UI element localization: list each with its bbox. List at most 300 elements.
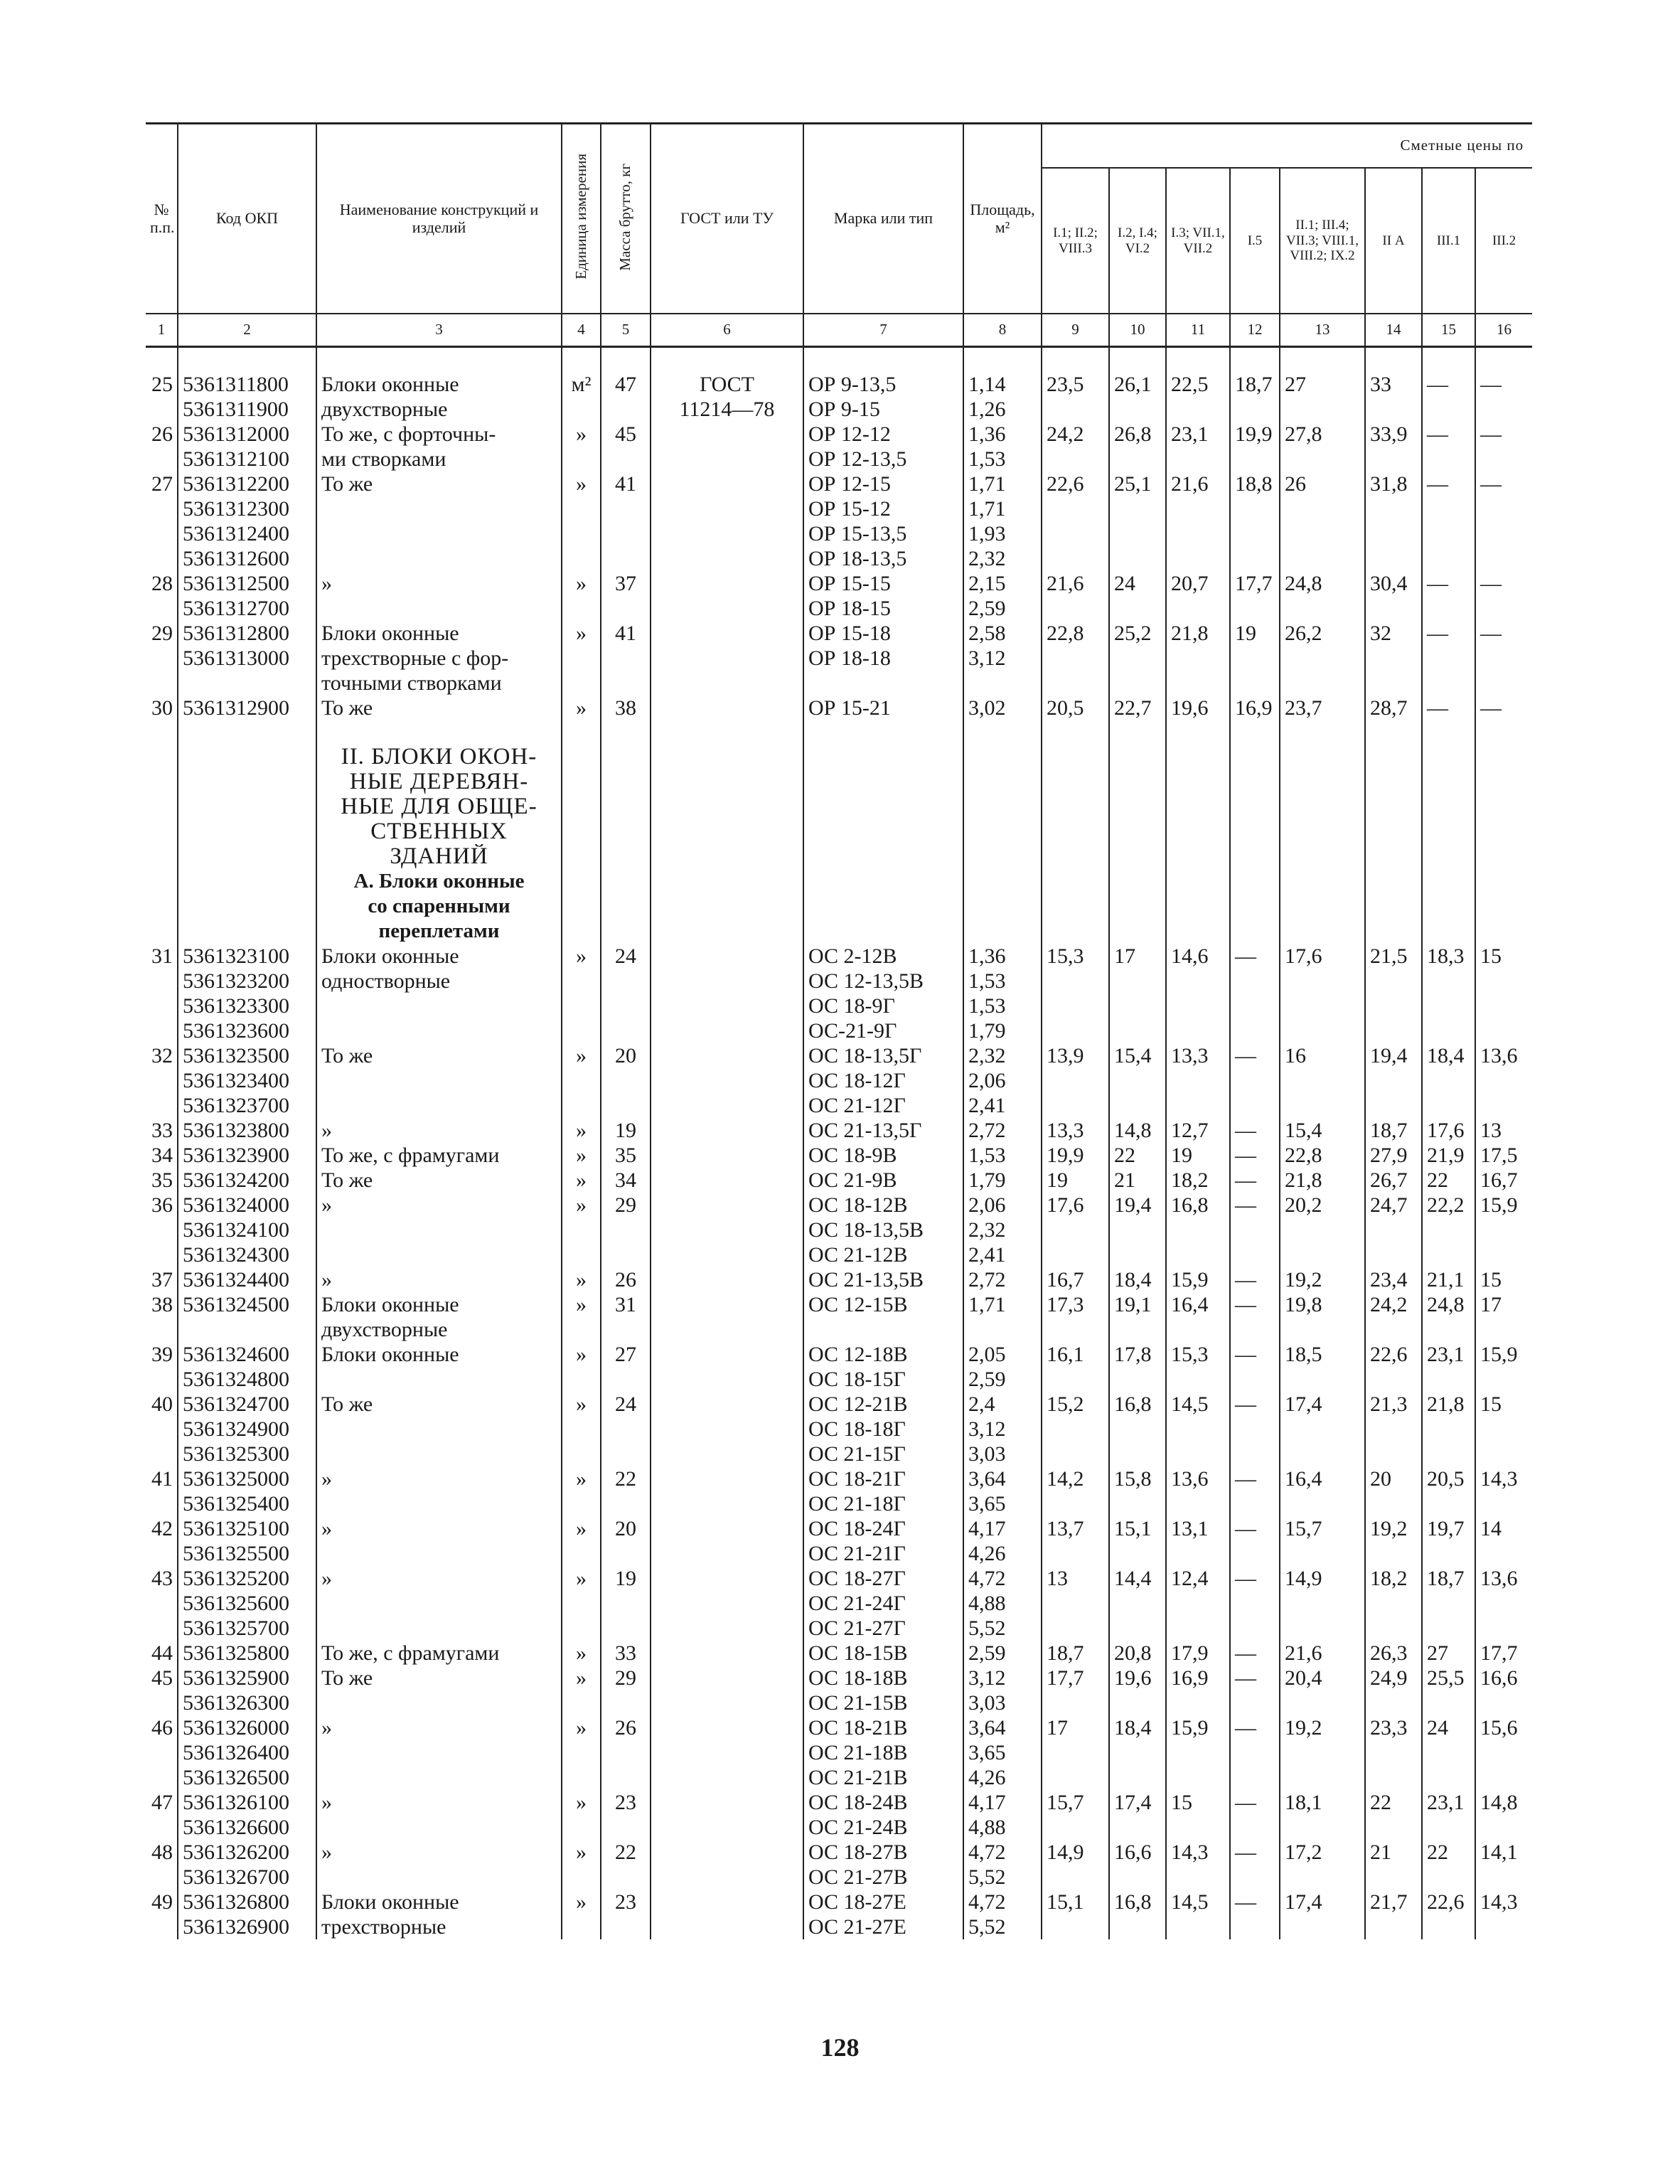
price-cell: 17,9: [1166, 1641, 1230, 1666]
price-cell: [1109, 1442, 1166, 1466]
empty-cell: [1475, 819, 1532, 844]
empty-cell: [1280, 844, 1365, 869]
price-cell: [1280, 1541, 1365, 1566]
price-cell: [1166, 1541, 1230, 1566]
unit: [562, 646, 601, 671]
mark: ОР 9-15: [803, 397, 963, 422]
table-row: [146, 1143, 1532, 1168]
table-row: [146, 994, 1532, 1018]
row-number: 38: [146, 1292, 178, 1317]
price-cell: 18,3: [1422, 944, 1475, 969]
item-name: [316, 546, 562, 571]
mark: ОС 18-9В: [803, 1143, 963, 1168]
col-number: 1: [146, 314, 178, 347]
price-cell: 13,6: [1475, 1043, 1532, 1068]
area: 2,59: [963, 596, 1042, 621]
gost: [651, 1193, 803, 1218]
table-row: [146, 1218, 1532, 1242]
mass: 27: [601, 1342, 651, 1367]
okp-code: 5361325500: [178, 1541, 316, 1566]
empty-cell: [1422, 894, 1475, 919]
mark: ОС 21-27Г: [803, 1616, 963, 1641]
mark: ОС 21-27Е: [803, 1914, 963, 1939]
gost: [651, 1591, 803, 1616]
empty-cell: [1109, 745, 1166, 769]
table-row: [146, 1292, 1532, 1317]
price-cell: 17,6: [1042, 1193, 1109, 1218]
gost: [651, 1616, 803, 1641]
price-cell: 18,7: [1422, 1566, 1475, 1591]
row-number: [146, 1242, 178, 1267]
area: 2,72: [963, 1118, 1042, 1143]
price-cell: 23,5: [1042, 372, 1109, 397]
item-name: [316, 1740, 562, 1765]
area: 4,72: [963, 1890, 1042, 1914]
gost: [651, 696, 803, 720]
unit: [562, 1865, 601, 1890]
empty-cell: [1280, 794, 1365, 819]
price-cell: 26,7: [1365, 1168, 1422, 1193]
row-number: 41: [146, 1466, 178, 1491]
gost: [651, 546, 803, 571]
price-cell: 16,7: [1042, 1267, 1109, 1292]
price-cell: [1042, 596, 1109, 621]
price-cell: 15,3: [1042, 944, 1109, 969]
price-cell: [1475, 1242, 1532, 1267]
mark: ОС 21-24В: [803, 1815, 963, 1840]
empty-cell: [1166, 844, 1230, 869]
price-cell: [1365, 596, 1422, 621]
price-cell: —: [1422, 571, 1475, 596]
header-price-col: I.2, I.4; VI.2: [1109, 168, 1166, 314]
price-cell: [1042, 1018, 1109, 1043]
area: 5,52: [963, 1616, 1042, 1641]
price-cell: [1166, 1815, 1230, 1840]
empty-cell: [651, 869, 803, 894]
mass: 38: [601, 696, 651, 720]
empty-cell: [146, 869, 178, 894]
price-cell: [1365, 1068, 1422, 1093]
section-row: [146, 769, 1532, 794]
price-cell: [1042, 546, 1109, 571]
empty-cell: [651, 819, 803, 844]
price-cell: [1166, 969, 1230, 994]
price-cell: 15,1: [1109, 1516, 1166, 1541]
price-cell: [1280, 521, 1365, 546]
price-cell: [1422, 646, 1475, 671]
item-name: [316, 1367, 562, 1392]
price-cell: —: [1230, 944, 1280, 969]
okp-code: 5361312400: [178, 521, 316, 546]
area: 4,17: [963, 1790, 1042, 1815]
price-cell: [1109, 1242, 1166, 1267]
price-cell: [1109, 1740, 1166, 1765]
price-cell: [1042, 447, 1109, 472]
price-cell: 18,7: [1042, 1641, 1109, 1666]
table-row: [146, 621, 1532, 646]
price-cell: [1166, 1018, 1230, 1043]
price-cell: [1280, 1218, 1365, 1242]
price-cell: 16,4: [1166, 1292, 1230, 1317]
okp-code: 5361325900: [178, 1666, 316, 1690]
price-cell: [1166, 994, 1230, 1018]
price-cell: 22: [1109, 1143, 1166, 1168]
price-cell: [1280, 397, 1365, 422]
table-header: [146, 124, 1532, 347]
price-cell: 24,2: [1042, 422, 1109, 447]
unit: [562, 1541, 601, 1566]
table-row: [146, 1790, 1532, 1815]
table-row: [146, 1118, 1532, 1143]
price-table-sheet: [146, 122, 1524, 1939]
area: 2,4: [963, 1392, 1042, 1417]
unit: [562, 1914, 601, 1939]
item-name: »: [316, 571, 562, 596]
table-row: [146, 596, 1532, 621]
area: 2,41: [963, 1242, 1042, 1267]
price-cell: [1280, 1815, 1365, 1840]
gost: [651, 1143, 803, 1168]
price-cell: 20,8: [1109, 1641, 1166, 1666]
price-cell: 18,7: [1365, 1118, 1422, 1143]
mark: ОС 12-15В: [803, 1292, 963, 1317]
price-cell: 15,7: [1280, 1516, 1365, 1541]
price-cell: [1166, 1218, 1230, 1242]
price-cell: [1166, 596, 1230, 621]
table-row: [146, 671, 1532, 696]
price-cell: —: [1230, 1466, 1280, 1491]
price-cell: [1109, 1093, 1166, 1118]
area: 2,72: [963, 1267, 1042, 1292]
header-price-col: I.3; VII.1, VII.2: [1166, 168, 1230, 314]
col-number: 13: [1280, 314, 1365, 347]
price-cell: [1475, 546, 1532, 571]
price-cell: [1109, 1367, 1166, 1392]
unit: »: [562, 1466, 601, 1491]
unit: »: [562, 1143, 601, 1168]
item-name: »: [316, 1466, 562, 1491]
price-cell: —: [1475, 472, 1532, 496]
price-cell: —: [1230, 1790, 1280, 1815]
empty-cell: [562, 819, 601, 844]
unit: [562, 1616, 601, 1641]
price-cell: 22: [1422, 1168, 1475, 1193]
price-cell: 25,1: [1109, 472, 1166, 496]
col-number: 9: [1042, 314, 1109, 347]
table-row: [146, 1093, 1532, 1118]
price-cell: [1166, 1068, 1230, 1093]
price-cell: —: [1230, 1193, 1280, 1218]
price-cell: 33,9: [1365, 422, 1422, 447]
gost: ГОСТ: [651, 372, 803, 397]
unit: [562, 994, 601, 1018]
price-cell: [1365, 447, 1422, 472]
okp-code: 5361312500: [178, 571, 316, 596]
gost: [651, 596, 803, 621]
price-cell: [1475, 1914, 1532, 1939]
item-name: »: [316, 1840, 562, 1865]
mark: ОС 21-18В: [803, 1740, 963, 1765]
gost: [651, 1442, 803, 1466]
okp-code: 5361324000: [178, 1193, 316, 1218]
price-cell: —: [1475, 422, 1532, 447]
gost: [651, 447, 803, 472]
unit: »: [562, 1342, 601, 1367]
price-cell: [1166, 1740, 1230, 1765]
price-cell: 13: [1042, 1566, 1109, 1591]
gost: [651, 1815, 803, 1840]
item-name: [316, 596, 562, 621]
gost: [651, 1690, 803, 1715]
price-cell: 14,1: [1475, 1840, 1532, 1865]
item-name: »: [316, 1118, 562, 1143]
row-number: 45: [146, 1666, 178, 1690]
price-cell: 13,6: [1166, 1466, 1230, 1491]
price-cell: 13,1: [1166, 1516, 1230, 1541]
empty-cell: [651, 794, 803, 819]
price-cell: [1230, 1591, 1280, 1616]
mass: [601, 1068, 651, 1093]
empty-cell: [1365, 894, 1422, 919]
mass: [601, 1616, 651, 1641]
gost: [651, 1218, 803, 1242]
mark: ОС 21-12Г: [803, 1093, 963, 1118]
gost: [651, 422, 803, 447]
price-cell: 14,5: [1166, 1890, 1230, 1914]
price-cell: [1166, 397, 1230, 422]
empty-cell: [178, 769, 316, 794]
row-number: 33: [146, 1118, 178, 1143]
item-name: »: [316, 1790, 562, 1815]
price-cell: [1280, 496, 1365, 521]
row-number: 32: [146, 1043, 178, 1068]
price-cell: [1166, 496, 1230, 521]
empty-cell: [651, 919, 803, 944]
empty-cell: [601, 869, 651, 894]
mass: 22: [601, 1466, 651, 1491]
mass: [601, 1317, 651, 1342]
price-cell: 22,6: [1365, 1342, 1422, 1367]
empty-cell: [1280, 919, 1365, 944]
empty-cell: [1166, 869, 1230, 894]
row-number: 48: [146, 1840, 178, 1865]
price-cell: [1280, 671, 1365, 696]
row-number: 26: [146, 422, 178, 447]
price-cell: 14,4: [1109, 1566, 1166, 1591]
gost: [651, 1317, 803, 1342]
area: 2,32: [963, 1043, 1042, 1068]
table-row: [146, 1392, 1532, 1417]
area: 2,59: [963, 1641, 1042, 1666]
gost: [651, 1790, 803, 1815]
price-cell: 15,9: [1166, 1715, 1230, 1740]
price-cell: 21,6: [1280, 1641, 1365, 1666]
unit: »: [562, 1118, 601, 1143]
okp-code: 5361323700: [178, 1093, 316, 1118]
price-cell: [1475, 1616, 1532, 1641]
empty-cell: [1230, 819, 1280, 844]
price-cell: [1280, 969, 1365, 994]
price-cell: 15,4: [1109, 1043, 1166, 1068]
empty-cell: [1230, 769, 1280, 794]
item-name: [316, 1541, 562, 1566]
unit: [562, 1740, 601, 1765]
gost: 11214—78: [651, 397, 803, 422]
empty-cell: [651, 769, 803, 794]
row-number: 40: [146, 1392, 178, 1417]
unit: [562, 1018, 601, 1043]
price-cell: 17,8: [1109, 1342, 1166, 1367]
price-cell: 15,1: [1042, 1890, 1109, 1914]
gost: [651, 621, 803, 646]
price-cell: 20: [1365, 1466, 1422, 1491]
mass: 37: [601, 571, 651, 596]
mark: ОР 18-15: [803, 596, 963, 621]
price-cell: [1109, 1068, 1166, 1093]
price-cell: [1042, 1093, 1109, 1118]
price-cell: [1109, 1317, 1166, 1342]
table-row: [146, 1043, 1532, 1068]
price-cell: 21,1: [1422, 1267, 1475, 1292]
unit: [562, 1242, 601, 1267]
okp-code: 5361324300: [178, 1242, 316, 1267]
row-number: 43: [146, 1566, 178, 1591]
section-subtitle: А. Блоки оконные: [316, 869, 562, 894]
empty-cell: [1475, 894, 1532, 919]
unit: »: [562, 944, 601, 969]
price-cell: [1230, 1690, 1280, 1715]
price-cell: 23,1: [1422, 1342, 1475, 1367]
header-unit: Единица измерения: [562, 124, 601, 314]
price-cell: 30,4: [1365, 571, 1422, 596]
price-cell: [1280, 596, 1365, 621]
price-cell: 21,8: [1166, 621, 1230, 646]
empty-cell: [562, 844, 601, 869]
mark: ОР 18-18: [803, 646, 963, 671]
mass: [601, 1740, 651, 1765]
row-number: [146, 1914, 178, 1939]
area: [963, 671, 1042, 696]
unit: [562, 496, 601, 521]
item-name: двухстворные: [316, 397, 562, 422]
empty-cell: [803, 819, 963, 844]
price-cell: 15,7: [1042, 1790, 1109, 1815]
price-cell: [1230, 969, 1280, 994]
area: 1,26: [963, 397, 1042, 422]
empty-cell: [1230, 894, 1280, 919]
price-cell: 27: [1422, 1641, 1475, 1666]
table-row: [146, 1367, 1532, 1392]
price-cell: [1230, 1765, 1280, 1790]
area: 1,36: [963, 422, 1042, 447]
header-area: Площадь, м²: [963, 124, 1042, 314]
price-cell: [1042, 397, 1109, 422]
price-cell: [1280, 1616, 1365, 1641]
row-number: [146, 994, 178, 1018]
price-cell: 32: [1365, 621, 1422, 646]
mark: ОР 18-13,5: [803, 546, 963, 571]
price-cell: [1475, 1018, 1532, 1043]
empty-cell: [803, 919, 963, 944]
price-cell: [1475, 496, 1532, 521]
price-cell: [1365, 1914, 1422, 1939]
area: 1,71: [963, 1292, 1042, 1317]
empty-cell: [963, 794, 1042, 819]
price-cell: [1475, 596, 1532, 621]
empty-cell: [1230, 869, 1280, 894]
price-cell: [1109, 1218, 1166, 1242]
table-row: [146, 1740, 1532, 1765]
unit: »: [562, 1566, 601, 1591]
gost: [651, 1516, 803, 1541]
price-cell: 26: [1280, 472, 1365, 496]
unit: »: [562, 1392, 601, 1417]
gost: [651, 646, 803, 671]
okp-code: 5361326200: [178, 1840, 316, 1865]
empty-cell: [1365, 794, 1422, 819]
mark: ОС 18-15Г: [803, 1367, 963, 1392]
price-cell: 21: [1109, 1168, 1166, 1193]
unit: [562, 596, 601, 621]
price-cell: 19: [1042, 1168, 1109, 1193]
table-row: [146, 1342, 1532, 1367]
row-number: 28: [146, 571, 178, 596]
item-name: То же: [316, 696, 562, 720]
okp-code: 5361325000: [178, 1466, 316, 1491]
price-cell: [1042, 1367, 1109, 1392]
price-cell: 23,1: [1422, 1790, 1475, 1815]
unit: [562, 447, 601, 472]
price-cell: 24,8: [1280, 571, 1365, 596]
price-cell: 21,3: [1365, 1392, 1422, 1417]
mass: [601, 1242, 651, 1267]
item-name: Блоки оконные: [316, 1342, 562, 1367]
price-cell: [1475, 1442, 1532, 1466]
price-cell: 17: [1109, 944, 1166, 969]
empty-cell: [562, 919, 601, 944]
table-row: [146, 1466, 1532, 1491]
price-cell: 21,8: [1422, 1392, 1475, 1417]
table-row: [146, 1765, 1532, 1790]
price-cell: 23,7: [1280, 696, 1365, 720]
price-cell: [1422, 596, 1475, 621]
okp-code: 5361326600: [178, 1815, 316, 1840]
price-cell: [1280, 1865, 1365, 1890]
price-cell: [1422, 546, 1475, 571]
price-cell: [1042, 1815, 1109, 1840]
empty-cell: [601, 894, 651, 919]
empty-cell: [601, 745, 651, 769]
okp-code: 5361323500: [178, 1043, 316, 1068]
empty-cell: [1422, 769, 1475, 794]
area: 4,88: [963, 1591, 1042, 1616]
mark: ОС 21-21Г: [803, 1541, 963, 1566]
price-cell: 19,2: [1280, 1715, 1365, 1740]
empty-cell: [562, 794, 601, 819]
header-price-group: Сметные цены по: [1042, 124, 1532, 169]
mass: [601, 1417, 651, 1442]
price-cell: 14,9: [1042, 1840, 1109, 1865]
unit: »: [562, 1715, 601, 1740]
empty-cell: [1230, 794, 1280, 819]
price-cell: [1422, 1442, 1475, 1466]
price-cell: [1166, 546, 1230, 571]
okp-code: 5361325200: [178, 1566, 316, 1591]
price-cell: [1475, 1367, 1532, 1392]
empty-cell: [1422, 844, 1475, 869]
price-cell: 22,6: [1042, 472, 1109, 496]
mark: ОС 18-13,5В: [803, 1218, 963, 1242]
